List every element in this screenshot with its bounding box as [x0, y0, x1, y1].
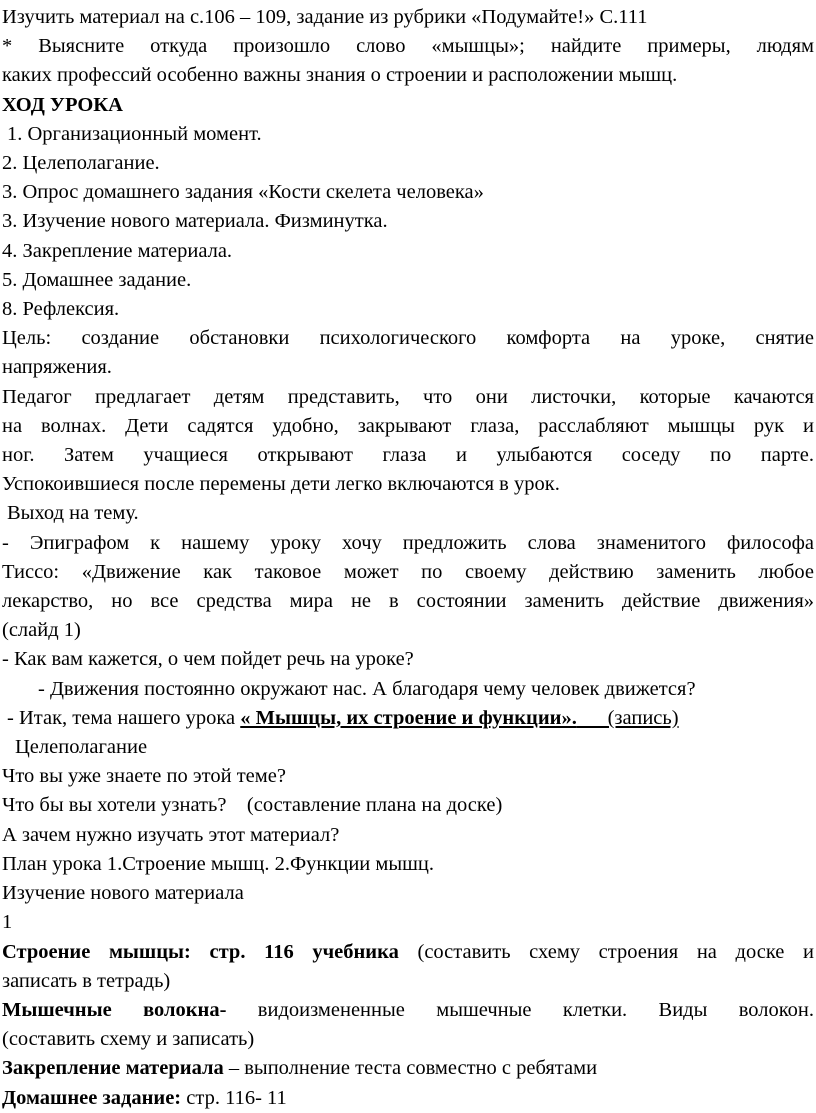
lesson-topic-note: (запись) [576, 706, 679, 729]
new-material-heading: Изучение нового материала [2, 882, 244, 905]
movement-question-line: - Движения постоянно окружают нас. А благодаря чему человек движется? [38, 677, 696, 700]
slide-reference: (слайд 1) [2, 619, 81, 642]
goal-question-1: Что вы уже знаете по этой теме? [2, 765, 286, 788]
relaxation-text-line-2: на волнах. Дети садятся удобно, закрывают глаза, расслабляют мышцы рук и [2, 414, 814, 437]
epigraph-line-1: - Эпиграфом к нашему уроку хочу предложить слова знаменитого философа [2, 531, 814, 554]
relaxation-text-line-3: ног. Затем учащиеся открывают глаза и улыбаются соседу по парте. [2, 444, 814, 467]
homework-label: Домашнее задание: [2, 1086, 182, 1109]
lesson-topic-line [2, 704, 814, 733]
muscle-fibers-line-2: (составить схему и записать) [2, 1028, 255, 1051]
relaxation-text-line-1: Педагог предлагает детям представить, что они листочки, которые качаются [2, 385, 814, 408]
goal-line-1: Цель: создание обстановки психологического комфорта на уроке, снятие [2, 327, 814, 350]
homework-text: стр. 116- 11 [181, 1086, 287, 1109]
epigraph-line-3: лекарство, но все средства мира не в состоянии заменить действие движения» [2, 590, 814, 613]
section-number: 1 [2, 911, 13, 934]
homework-line [2, 1084, 814, 1113]
muscle-structure-label: Строение мышцы: стр. 116 учебника [2, 940, 399, 963]
lesson-topic-title: « Мышцы, их строение и функции». [240, 706, 577, 729]
goal-setting-heading: Целеполагание [15, 736, 148, 759]
homework-assignment-line: Изучить материал на с.106 – 109, задание из рубрики «Подумайте!» С.111 [2, 6, 648, 28]
reinforcement-text: – выполнение теста совместно с ребятами [223, 1057, 598, 1080]
plan-item-3: 3. Опрос домашнего задания «Кости скелета человека» [2, 181, 484, 204]
reinforcement-label: Закрепление материала [2, 1057, 224, 1080]
topic-intro-heading: Выход на тему. [7, 502, 139, 525]
muscle-fibers-line [2, 996, 814, 1025]
goal-question-3: А зачем нужно изучать этот материал? [2, 823, 340, 846]
plan-item-6: 5. Домашнее задание. [2, 268, 192, 291]
lesson-plan-heading: ХОД УРОКА [2, 93, 123, 116]
goal-line-2: напряжения. [2, 356, 112, 379]
lesson-plan-line: План урока 1.Строение мышц. 2.Функции мышц. [2, 852, 435, 875]
muscle-structure-line [2, 938, 814, 967]
plan-item-7: 8. Рефлексия. [2, 298, 120, 321]
goal-question-2: Что бы вы хотели узнать? (составление плана на доске) [2, 794, 503, 817]
muscle-structure-line-2: записать в тетрадь) [2, 969, 171, 992]
lesson-topic-underlined [240, 707, 678, 729]
lesson-topic-prefix: - Итак, тема нашего урока [7, 706, 241, 729]
muscle-fibers-text: видоизмененные мышечные клетки. Виды волокон. [226, 998, 814, 1021]
muscle-structure-text: (составить схему строения на доске и [398, 940, 814, 963]
plan-item-2: 2. Целеполагание. [2, 152, 160, 175]
plan-item-4: 3. Изучение нового материала. Физминутка. [2, 210, 388, 233]
epigraph-line-2: Тиссо: «Движение как таковое может по своему действию заменить любое [2, 560, 814, 583]
muscle-fibers-label: Мышечные волокна- [2, 998, 227, 1021]
extra-task-line-2: каких профессий особенно важны знания о строении и расположении мышц. [2, 64, 678, 87]
relaxation-text-line-4: Успокоившиеся после перемены дети легко включаются в урок. [2, 473, 560, 496]
plan-item-5: 4. Закрепление материала. [2, 239, 233, 262]
plan-item-1: 1. Организационный момент. [7, 122, 262, 145]
extra-task-line-1: * Выясните откуда произошло слово «мышцы»; найдите примеры, людям [2, 35, 814, 58]
question-line: - Как вам кажется, о чем пойдет речь на уроке? [2, 648, 414, 671]
